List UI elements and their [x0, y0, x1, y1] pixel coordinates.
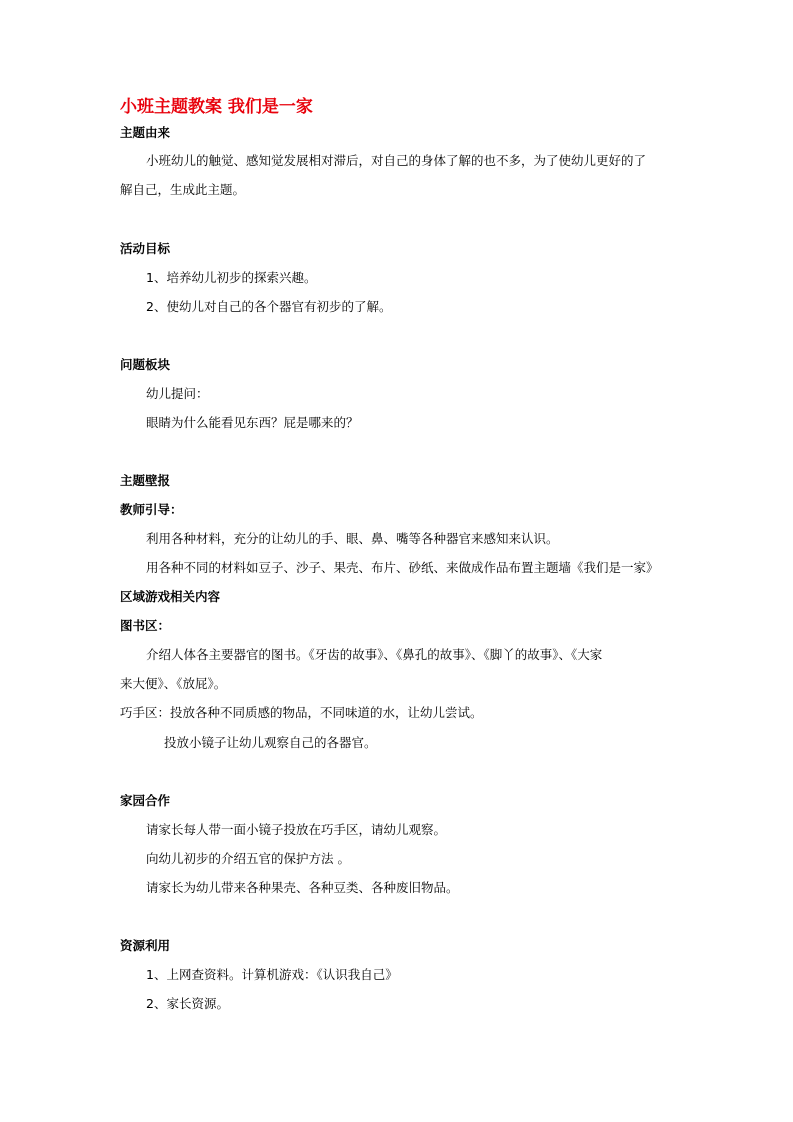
goals-heading: 活动目标 — [120, 241, 171, 256]
home-line: 向幼儿初步的介绍五官的保护方法 。 — [146, 851, 350, 866]
resource-item: 2、家长资源。 — [146, 996, 229, 1011]
home-line: 请家长每人带一面小镜子投放在巧手区，请幼儿观察。 — [146, 822, 447, 837]
origin-text-line-2: 解自己，生成此主题。 — [120, 182, 246, 197]
questions-prompt: 幼儿提问： — [146, 386, 209, 401]
wall-line: 用各种不同的材料如豆子、沙子、果壳、布片、砂纸、来做成作品布置主题墙《我们是一家》 — [146, 560, 659, 575]
library-heading: 图书区： — [120, 618, 171, 633]
resources-heading: 资源利用 — [120, 938, 171, 953]
home-line: 请家长为幼儿带来各种果壳、各种豆类、各种废旧物品。 — [146, 880, 459, 895]
origin-heading: 主题由来 — [120, 125, 171, 140]
goal-item: 1、培养幼儿初步的探索兴趣。 — [146, 270, 317, 285]
craft-line: 巧手区：投放各种不同质感的物品，不同味道的水，让幼儿尝试。 — [120, 705, 483, 720]
goal-item: 2、使幼儿对自己的各个器官有初步的了解。 — [146, 299, 392, 314]
questions-heading: 问题板块 — [120, 357, 171, 372]
zones-heading: 区域游戏相关内容 — [120, 589, 221, 604]
resource-item: 1、上网查资料。计算机游戏：《认识我自己》 — [146, 967, 398, 982]
origin-text-line-1: 小班幼儿的触觉、感知觉发展相对滞后，对自己的身体了解的也不多，为了使幼儿更好的了 — [146, 153, 647, 168]
library-line-1: 介绍人体各主要器官的图书。《牙齿的故事》、《鼻孔的故事》、《脚丫的故事》、《大家 — [146, 647, 603, 662]
document-title: 小班主题教案 我们是一家 — [120, 97, 313, 117]
craft-line-2: 投放小镜子让幼儿观察自己的各器官。 — [164, 735, 377, 750]
wall-subheading: 教师引导： — [120, 502, 183, 517]
wall-heading: 主题壁报 — [120, 473, 171, 488]
library-line-2: 来大便》、《放屁》。 — [120, 676, 227, 691]
home-heading: 家园合作 — [120, 793, 171, 808]
wall-line: 利用各种材料，充分的让幼儿的手、眼、鼻、嘴等各种器官来感知来认识。 — [146, 531, 559, 546]
questions-question: 眼睛为什么能看见东西？屁是哪来的？ — [146, 415, 359, 430]
